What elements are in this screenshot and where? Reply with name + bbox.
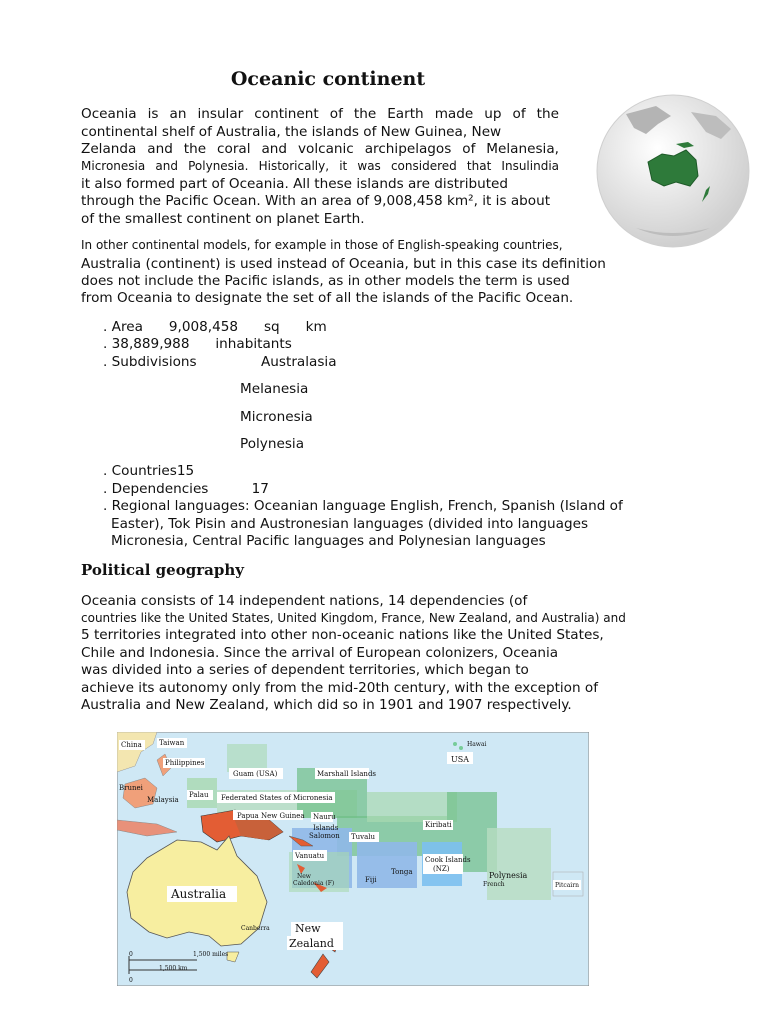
map-label-philippines: Philippines: [165, 759, 205, 767]
para3-line: Australia and New Zealand, which did so in 1901 and 1907 respectively.: [81, 697, 572, 713]
map-label-guam: Guam (USA): [233, 770, 278, 778]
para3-line: was divided into a series of dependent territories, which began to: [81, 662, 529, 678]
map-scale-miles: 1,500 miles: [193, 951, 229, 958]
map-label-micronesia: Federated States of Micronesia: [221, 794, 333, 802]
map-label-marshall: Marshall Islands: [317, 770, 377, 778]
map-label-cook: Cook Islands: [425, 856, 471, 864]
map-label-australia: Australia: [171, 887, 227, 901]
map-label-new-caledonia: Caledonia (F): [293, 880, 335, 887]
globe-image: [596, 94, 750, 248]
para1-line: it also formed part of Oceania. All these islands are distributed: [81, 176, 509, 192]
para2-line: does not include the Pacific islands, as in other models the term is used: [81, 273, 570, 289]
map-label-pitcairn: Pitcairn: [555, 882, 579, 889]
para1-line: Micronesia and Polynesia. Historically, it was considered that Insulindia: [81, 159, 559, 173]
map-label-kiribati: Kiribati: [425, 821, 452, 829]
map-label-hawaii: Hawai: [467, 741, 487, 748]
fact-area: . Area 9,008,458 sq km: [103, 319, 327, 335]
map-label-palau: Palau: [189, 791, 209, 799]
map-label-malaysia: Malaysia: [147, 796, 179, 804]
map-label-new-zealand: New: [295, 922, 321, 935]
map-label-vanuatu: Vanuatu: [295, 852, 325, 860]
para1-line: through the Pacific Ocean. With an area of 9,008,458 km², it is about: [81, 193, 551, 209]
subdivision-item: Polynesia: [240, 436, 305, 452]
para2-line: from Oceania to designate the set of all the islands of the Pacific Ocean.: [81, 290, 574, 306]
para3-line: achieve its autonomy only from the mid-20th century, with the exception of: [81, 680, 599, 696]
oceania-map: [117, 732, 589, 986]
map-label-png: Papua New Guinea: [237, 812, 305, 820]
fact-countries: . Countries15: [103, 463, 195, 479]
para3-line: Chile and Indonesia. Since the arrival of European colonizers, Oceania: [81, 645, 559, 661]
para1-line: Zelanda and the coral and volcanic archipelagos of Melanesia,: [81, 141, 559, 157]
map-label-tonga: Tonga: [391, 868, 413, 876]
fact-population: . 38,889,988 inhabitants: [103, 336, 292, 352]
map-label-usa: USA: [451, 755, 469, 764]
subdivision-item: Melanesia: [240, 381, 309, 397]
map-label-new-zealand: Zealand: [289, 937, 334, 950]
page-title: Oceanic continent: [230, 68, 426, 90]
subdivision-item: Australasia: [261, 354, 337, 370]
map-scale-zero: 0: [129, 977, 133, 984]
map-label-solomon: Islands: [313, 824, 339, 832]
map-scale-zero: 0: [129, 951, 133, 958]
map-label-brunei: Brunei: [119, 784, 143, 792]
fact-languages: . Regional languages: Oceanian language English, French, Spanish (Island of: [103, 498, 623, 514]
map-label-china: China: [121, 741, 142, 749]
para3-line: 5 territories integrated into other non-oceanic nations like the United States,: [81, 627, 604, 643]
map-label-solomon: Salomon: [309, 832, 340, 840]
map-label-polynesia: Polynesia: [489, 871, 528, 880]
fact-languages: Micronesia, Central Pacific languages and Polynesian languages: [111, 533, 546, 549]
fact-languages: Easter), Tok Pisin and Austronesian languages (divided into languages: [111, 516, 589, 532]
fact-subdivisions-label: . Subdivisions: [103, 354, 197, 370]
map-label-nauru: Nauru: [313, 813, 336, 821]
map-label-cook: (NZ): [433, 865, 450, 873]
map-label-polynesia: French: [483, 881, 505, 888]
map-label-new-caledonia: New: [297, 873, 311, 880]
map-label-tuvalu: Tuvalu: [351, 833, 376, 841]
map-label-fiji: Fiji: [365, 876, 377, 884]
map-scale-km: 1,500 km: [159, 965, 188, 972]
para2-line: Australia (continent) is used instead of Oceania, but in this case its definition: [81, 256, 606, 272]
fact-dependencies: . Dependencies 17: [103, 481, 269, 497]
para1-line: of the smallest continent on planet Earth.: [81, 211, 365, 227]
map-label-canberra: Canberra: [241, 925, 270, 932]
section-heading: Political geography: [81, 561, 244, 579]
para2-line: In other continental models, for example in those of English-speaking countries,: [81, 238, 563, 252]
para3-line: Oceania consists of 14 independent nations, 14 dependencies (of: [81, 593, 528, 609]
para1-line: Oceania is an insular continent of the Earth made up of the: [81, 106, 559, 122]
subdivision-item: Micronesia: [240, 409, 313, 425]
para3-line: countries like the United States, United Kingdom, France, New Zealand, and Australia) and: [81, 611, 626, 625]
map-label-taiwan: Taiwan: [159, 739, 185, 747]
para1-line: continental shelf of Australia, the islands of New Guinea, New: [81, 124, 502, 140]
